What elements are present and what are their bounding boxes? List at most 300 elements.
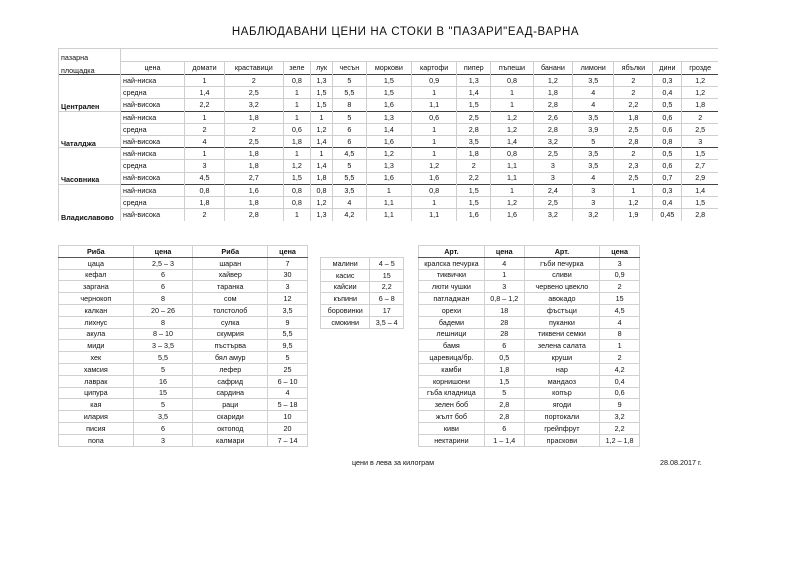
- price-value: 0,8: [283, 196, 311, 208]
- item-price: 2,8: [484, 411, 524, 423]
- price-value: 1: [185, 75, 225, 87]
- price-value: 3: [185, 160, 225, 172]
- product-header: пъпеши: [491, 62, 533, 75]
- item-price: 3,5 – 4: [370, 316, 404, 328]
- item-name: пуканки: [524, 316, 600, 328]
- price-value: 0,8: [491, 75, 533, 87]
- item-price: 5,5: [133, 352, 193, 364]
- price-level: средна: [121, 160, 185, 172]
- price-value: 3,5: [573, 111, 614, 123]
- price-value: 1,5: [366, 75, 411, 87]
- price-value: 3,5: [573, 75, 614, 87]
- item-name: кефал: [59, 269, 134, 281]
- product-header: краставици: [225, 62, 284, 75]
- price-value: 5: [332, 160, 366, 172]
- price-row: [59, 172, 719, 184]
- price-value: 0,8: [411, 184, 456, 196]
- price-value: 1,4: [682, 184, 718, 196]
- price-value: 2,7: [682, 160, 718, 172]
- table-row: [321, 258, 404, 270]
- page-title: НАБЛЮДАВАНИ ЦЕНИ НА СТОКИ В "ПАЗАРИ"ЕАД-ВАРНА: [231, 26, 580, 38]
- item-name: копър: [524, 387, 600, 399]
- price-value: 2: [225, 123, 284, 135]
- price-value: 1,5: [366, 87, 411, 99]
- price-value: 1,4: [311, 160, 333, 172]
- price-value: 0,4: [653, 87, 682, 99]
- price-value: 1,6: [366, 135, 411, 147]
- item-price: 4: [600, 316, 640, 328]
- price-value: 1,5: [682, 148, 718, 160]
- item-name: сардина: [193, 387, 268, 399]
- item-name: сулка: [193, 316, 268, 328]
- item-name: хайвер: [193, 269, 268, 281]
- table-row: [59, 281, 308, 293]
- price-value: 1,6: [457, 209, 491, 221]
- price-value: 0,7: [653, 172, 682, 184]
- item-name: хамсия: [59, 363, 134, 375]
- header-row: [59, 62, 719, 75]
- item-name: калкан: [59, 304, 134, 316]
- price-row: [59, 99, 719, 111]
- item-name: гъби печурка: [524, 257, 600, 269]
- price-value: 0,8: [653, 135, 682, 147]
- item-price: 8: [133, 293, 193, 305]
- price-value: 1,5: [283, 172, 311, 184]
- price-value: 1: [411, 196, 456, 208]
- price-value: 2,8: [533, 123, 572, 135]
- price-value: 1,3: [366, 111, 411, 123]
- price-value: 1,4: [185, 87, 225, 99]
- item-name: зелена салата: [524, 340, 600, 352]
- price-value: 1,2: [614, 196, 653, 208]
- product-header: лимони: [573, 62, 614, 75]
- price-value: 2,2: [457, 172, 491, 184]
- price-row: [59, 111, 719, 123]
- table-row: [419, 422, 640, 434]
- price-value: 0,5: [653, 148, 682, 160]
- table-row: [419, 352, 640, 364]
- price-value: 5,5: [332, 172, 366, 184]
- price-value: 2: [185, 209, 225, 221]
- item-price: 9,5: [268, 340, 308, 352]
- table-row: [419, 293, 640, 305]
- item-name: тиквени семки: [524, 328, 600, 340]
- price-value: 2: [225, 75, 284, 87]
- product-header: дини: [653, 62, 682, 75]
- price-value: 1: [311, 148, 333, 160]
- table-row: [321, 293, 404, 305]
- price-value: 1: [411, 148, 456, 160]
- price-value: 0,6: [411, 111, 456, 123]
- item-price: 3: [600, 257, 640, 269]
- item-price: 6: [133, 281, 193, 293]
- price-value: 8: [332, 99, 366, 111]
- price-value: 1,1: [366, 196, 411, 208]
- price-value: 2,5: [225, 135, 284, 147]
- item-price: 4,2: [600, 363, 640, 375]
- table-row: [59, 422, 308, 434]
- price-value: 2: [614, 148, 653, 160]
- item-name: червено цвекло: [524, 281, 600, 293]
- price-value: 2: [185, 123, 225, 135]
- item-name: фъстъци: [524, 304, 600, 316]
- price-value: 0,3: [653, 75, 682, 87]
- item-price: 20: [268, 422, 308, 434]
- product-header: чесън: [332, 62, 366, 75]
- price-value: 4: [573, 172, 614, 184]
- price-value: 1,6: [366, 99, 411, 111]
- item-name: мандаоз: [524, 375, 600, 387]
- price-value: 4: [332, 196, 366, 208]
- price-value: 2,8: [682, 209, 718, 221]
- item-price: 15: [133, 387, 193, 399]
- price-value: 5: [332, 111, 366, 123]
- item-price: 3: [133, 434, 193, 446]
- price-value: 0,9: [411, 75, 456, 87]
- table-row: [419, 363, 640, 375]
- table-row: [419, 411, 640, 423]
- price-value: 1,2: [491, 111, 533, 123]
- price-value: 2,5: [614, 123, 653, 135]
- price-value: 1,3: [366, 160, 411, 172]
- price-value: 1,2: [491, 123, 533, 135]
- item-name: калмари: [193, 434, 268, 446]
- price-value: 1: [185, 148, 225, 160]
- table-row: [59, 352, 308, 364]
- item-price: 7: [268, 257, 308, 269]
- item-name: сом: [193, 293, 268, 305]
- item-price: 3 – 3,5: [133, 340, 193, 352]
- table-row: [59, 257, 308, 269]
- price-value: 2,2: [185, 99, 225, 111]
- item-price: 7 – 14: [268, 434, 308, 446]
- price-value: 1,6: [411, 172, 456, 184]
- fish-price-table: [58, 245, 308, 447]
- price-value: 6: [332, 135, 366, 147]
- price-value: 1,9: [614, 209, 653, 221]
- price-value: 1: [311, 111, 333, 123]
- item-price: 1: [484, 269, 524, 281]
- price-value: 1,8: [533, 87, 572, 99]
- price-row: [59, 135, 719, 147]
- product-header: грозде: [682, 62, 718, 75]
- item-name: лешници: [419, 328, 485, 340]
- product-header: лук: [311, 62, 333, 75]
- item-price: 4: [268, 387, 308, 399]
- price-value: 3,5: [332, 184, 366, 196]
- table-row: [59, 399, 308, 411]
- produce-price-table: [418, 245, 640, 447]
- item-price: 18: [484, 304, 524, 316]
- price-value: 3,2: [533, 135, 572, 147]
- price-value: 2,8: [457, 123, 491, 135]
- item-price: 9: [600, 399, 640, 411]
- item-price: 16: [133, 375, 193, 387]
- item-name: тиквички: [419, 269, 485, 281]
- price-value: 1: [411, 87, 456, 99]
- price-level: най-висока: [121, 172, 185, 184]
- table-row: [59, 293, 308, 305]
- price-value: 3: [682, 135, 718, 147]
- price-value: 1,4: [366, 123, 411, 135]
- price-level: най-ниска: [121, 111, 185, 123]
- item-name: толстолоб: [193, 304, 268, 316]
- price-value: 1,3: [457, 75, 491, 87]
- price-value: 0,45: [653, 209, 682, 221]
- market-name: Владиславово: [59, 184, 121, 221]
- price-level: най-висока: [121, 99, 185, 111]
- price-value: 1: [283, 99, 311, 111]
- table-row: [419, 281, 640, 293]
- item-price: 1,8: [484, 363, 524, 375]
- item-name: акула: [59, 328, 134, 340]
- price-value: 1: [411, 123, 456, 135]
- price-value: 1,1: [366, 209, 411, 221]
- price-value: 5: [573, 135, 614, 147]
- price-value: 3: [573, 184, 614, 196]
- price-value: 3,5: [573, 148, 614, 160]
- price-value: 6: [332, 123, 366, 135]
- item-name: кайсии: [321, 281, 370, 293]
- item-name: бял амур: [193, 352, 268, 364]
- table-row: [321, 305, 404, 317]
- price-value: 0,8: [283, 75, 311, 87]
- price-value: 1: [283, 209, 311, 221]
- item-name: сафрид: [193, 375, 268, 387]
- price-value: 2,5: [533, 196, 572, 208]
- item-name: гъба кладница: [419, 387, 485, 399]
- market-header: площадка: [59, 62, 121, 75]
- price-value: 1,1: [411, 99, 456, 111]
- price-value: 1,2: [491, 196, 533, 208]
- item-name: таранка: [193, 281, 268, 293]
- item-price: 28: [484, 328, 524, 340]
- price-row: [59, 148, 719, 160]
- price-value: 0,6: [653, 123, 682, 135]
- table-row: [321, 281, 404, 293]
- table-row: [419, 304, 640, 316]
- price-value: 0,3: [653, 184, 682, 196]
- table-row: [59, 411, 308, 423]
- item-name: орехи: [419, 304, 485, 316]
- price-value: 1: [491, 184, 533, 196]
- item-price: 15: [370, 269, 404, 281]
- price-value: 2,5: [682, 123, 718, 135]
- table-row: [59, 387, 308, 399]
- item-price: 0,6: [600, 387, 640, 399]
- price-value: 2,6: [533, 111, 572, 123]
- item-price: 0,8 – 1,2: [484, 293, 524, 305]
- price-level: средна: [121, 196, 185, 208]
- market-name: Чаталджа: [59, 111, 121, 148]
- table-row: [59, 375, 308, 387]
- table-row: [59, 304, 308, 316]
- item-name: къпини: [321, 293, 370, 305]
- table-row: [59, 340, 308, 352]
- price-value: 0,4: [653, 196, 682, 208]
- item-name: попа: [59, 434, 134, 446]
- price-value: 1,5: [311, 99, 333, 111]
- price-value: 0,8: [185, 184, 225, 196]
- item-name: шаран: [193, 257, 268, 269]
- table-row: [419, 328, 640, 340]
- table-row: [419, 257, 640, 269]
- price-value: 0,6: [653, 160, 682, 172]
- price-level: най-ниска: [121, 184, 185, 196]
- table-row: [59, 328, 308, 340]
- item-name: зелен боб: [419, 399, 485, 411]
- item-name: кая: [59, 399, 134, 411]
- item-name: люти чушки: [419, 281, 485, 293]
- price-value: 2,8: [533, 99, 572, 111]
- price-value: 1,8: [185, 196, 225, 208]
- price-value: 1,3: [311, 209, 333, 221]
- price-value: 2,9: [682, 172, 718, 184]
- column-header: цена: [600, 246, 640, 258]
- item-name: корнишони: [419, 375, 485, 387]
- price-value: 1,1: [491, 172, 533, 184]
- item-name: скариди: [193, 411, 268, 423]
- item-price: 8 – 10: [133, 328, 193, 340]
- table-row: [59, 434, 308, 446]
- price-value: 3: [533, 160, 572, 172]
- product-header: пипер: [457, 62, 491, 75]
- price-value: 2,3: [614, 160, 653, 172]
- item-price: 2: [600, 352, 640, 364]
- table-row: [419, 399, 640, 411]
- column-header: цена: [268, 246, 308, 258]
- item-price: 0,4: [600, 375, 640, 387]
- price-value: 1,6: [225, 184, 284, 196]
- price-value: 1,2: [311, 196, 333, 208]
- price-value: 0,8: [311, 184, 333, 196]
- item-name: нар: [524, 363, 600, 375]
- item-price: 1: [600, 340, 640, 352]
- item-price: 28: [484, 316, 524, 328]
- column-header: Арт.: [524, 246, 600, 258]
- units-note: цени в лева за килограм: [352, 458, 435, 467]
- item-name: чернокоп: [59, 293, 134, 305]
- item-price: 6: [484, 340, 524, 352]
- item-name: кралска печурка: [419, 257, 485, 269]
- price-value: 2: [682, 111, 718, 123]
- price-value: 1: [491, 87, 533, 99]
- price-level: най-висока: [121, 135, 185, 147]
- item-name: хек: [59, 352, 134, 364]
- price-value: 1: [491, 99, 533, 111]
- column-header: Арт.: [419, 246, 485, 258]
- price-value: 5: [332, 75, 366, 87]
- item-price: 17: [370, 305, 404, 317]
- item-name: лефер: [193, 363, 268, 375]
- item-price: 8: [600, 328, 640, 340]
- price-value: 1,3: [311, 75, 333, 87]
- item-price: 3,2: [600, 411, 640, 423]
- price-value: 1: [283, 111, 311, 123]
- item-name: малини: [321, 258, 370, 270]
- header-spacer: [121, 49, 719, 62]
- market-header: пазарна: [59, 49, 121, 62]
- item-price: 0,9: [600, 269, 640, 281]
- item-price: 20 – 26: [133, 304, 193, 316]
- price-value: 4: [185, 135, 225, 147]
- item-price: 5,5: [268, 328, 308, 340]
- price-value: 1,8: [311, 172, 333, 184]
- item-name: писия: [59, 422, 134, 434]
- column-header: цена: [484, 246, 524, 258]
- item-price: 5: [484, 387, 524, 399]
- price-value: 1,2: [533, 75, 572, 87]
- product-header: картофи: [411, 62, 456, 75]
- item-price: 6 – 10: [268, 375, 308, 387]
- item-price: 1,2 – 1,8: [600, 434, 640, 446]
- price-value: 1,8: [283, 135, 311, 147]
- item-price: 10: [268, 411, 308, 423]
- item-price: 6: [133, 422, 193, 434]
- item-name: авокадо: [524, 293, 600, 305]
- price-value: 1,5: [457, 99, 491, 111]
- price-value: 2,5: [614, 172, 653, 184]
- item-price: 3,5: [133, 411, 193, 423]
- berries-price-table: [320, 257, 404, 329]
- price-value: 2,5: [533, 148, 572, 160]
- price-value: 1,8: [682, 99, 718, 111]
- item-name: сливи: [524, 269, 600, 281]
- price-value: 2,8: [614, 135, 653, 147]
- price-value: 3,5: [457, 135, 491, 147]
- price-header: цена: [121, 62, 185, 75]
- item-name: ягоди: [524, 399, 600, 411]
- market-name: Часовника: [59, 148, 121, 185]
- price-value: 1: [366, 184, 411, 196]
- price-value: 2,5: [225, 87, 284, 99]
- price-value: 1,6: [366, 172, 411, 184]
- item-name: боровинки: [321, 305, 370, 317]
- price-level: най-ниска: [121, 148, 185, 160]
- item-name: миди: [59, 340, 134, 352]
- price-value: 0,8: [283, 184, 311, 196]
- price-value: 2: [614, 75, 653, 87]
- item-name: портокали: [524, 411, 600, 423]
- item-name: жълт боб: [419, 411, 485, 423]
- table-row: [419, 387, 640, 399]
- price-value: 1,8: [225, 111, 284, 123]
- price-value: 4,5: [332, 148, 366, 160]
- price-row: [59, 160, 719, 172]
- price-value: 1,2: [311, 123, 333, 135]
- price-value: 1,2: [366, 148, 411, 160]
- table-row: [419, 269, 640, 281]
- item-name: камби: [419, 363, 485, 375]
- column-header: цена: [133, 246, 193, 258]
- product-header: зеле: [283, 62, 311, 75]
- product-header: банани: [533, 62, 572, 75]
- price-value: 0,8: [491, 148, 533, 160]
- item-price: 2: [600, 281, 640, 293]
- price-value: 2,5: [457, 111, 491, 123]
- item-price: 6 – 8: [370, 293, 404, 305]
- price-value: 4,2: [332, 209, 366, 221]
- item-name: бамя: [419, 340, 485, 352]
- price-value: 1,5: [311, 87, 333, 99]
- price-value: 1,4: [311, 135, 333, 147]
- table-row: [321, 316, 404, 328]
- price-value: 1,8: [614, 111, 653, 123]
- item-name: октопод: [193, 422, 268, 434]
- header-row: [59, 246, 308, 258]
- price-value: 0,5: [653, 99, 682, 111]
- item-price: 5: [268, 352, 308, 364]
